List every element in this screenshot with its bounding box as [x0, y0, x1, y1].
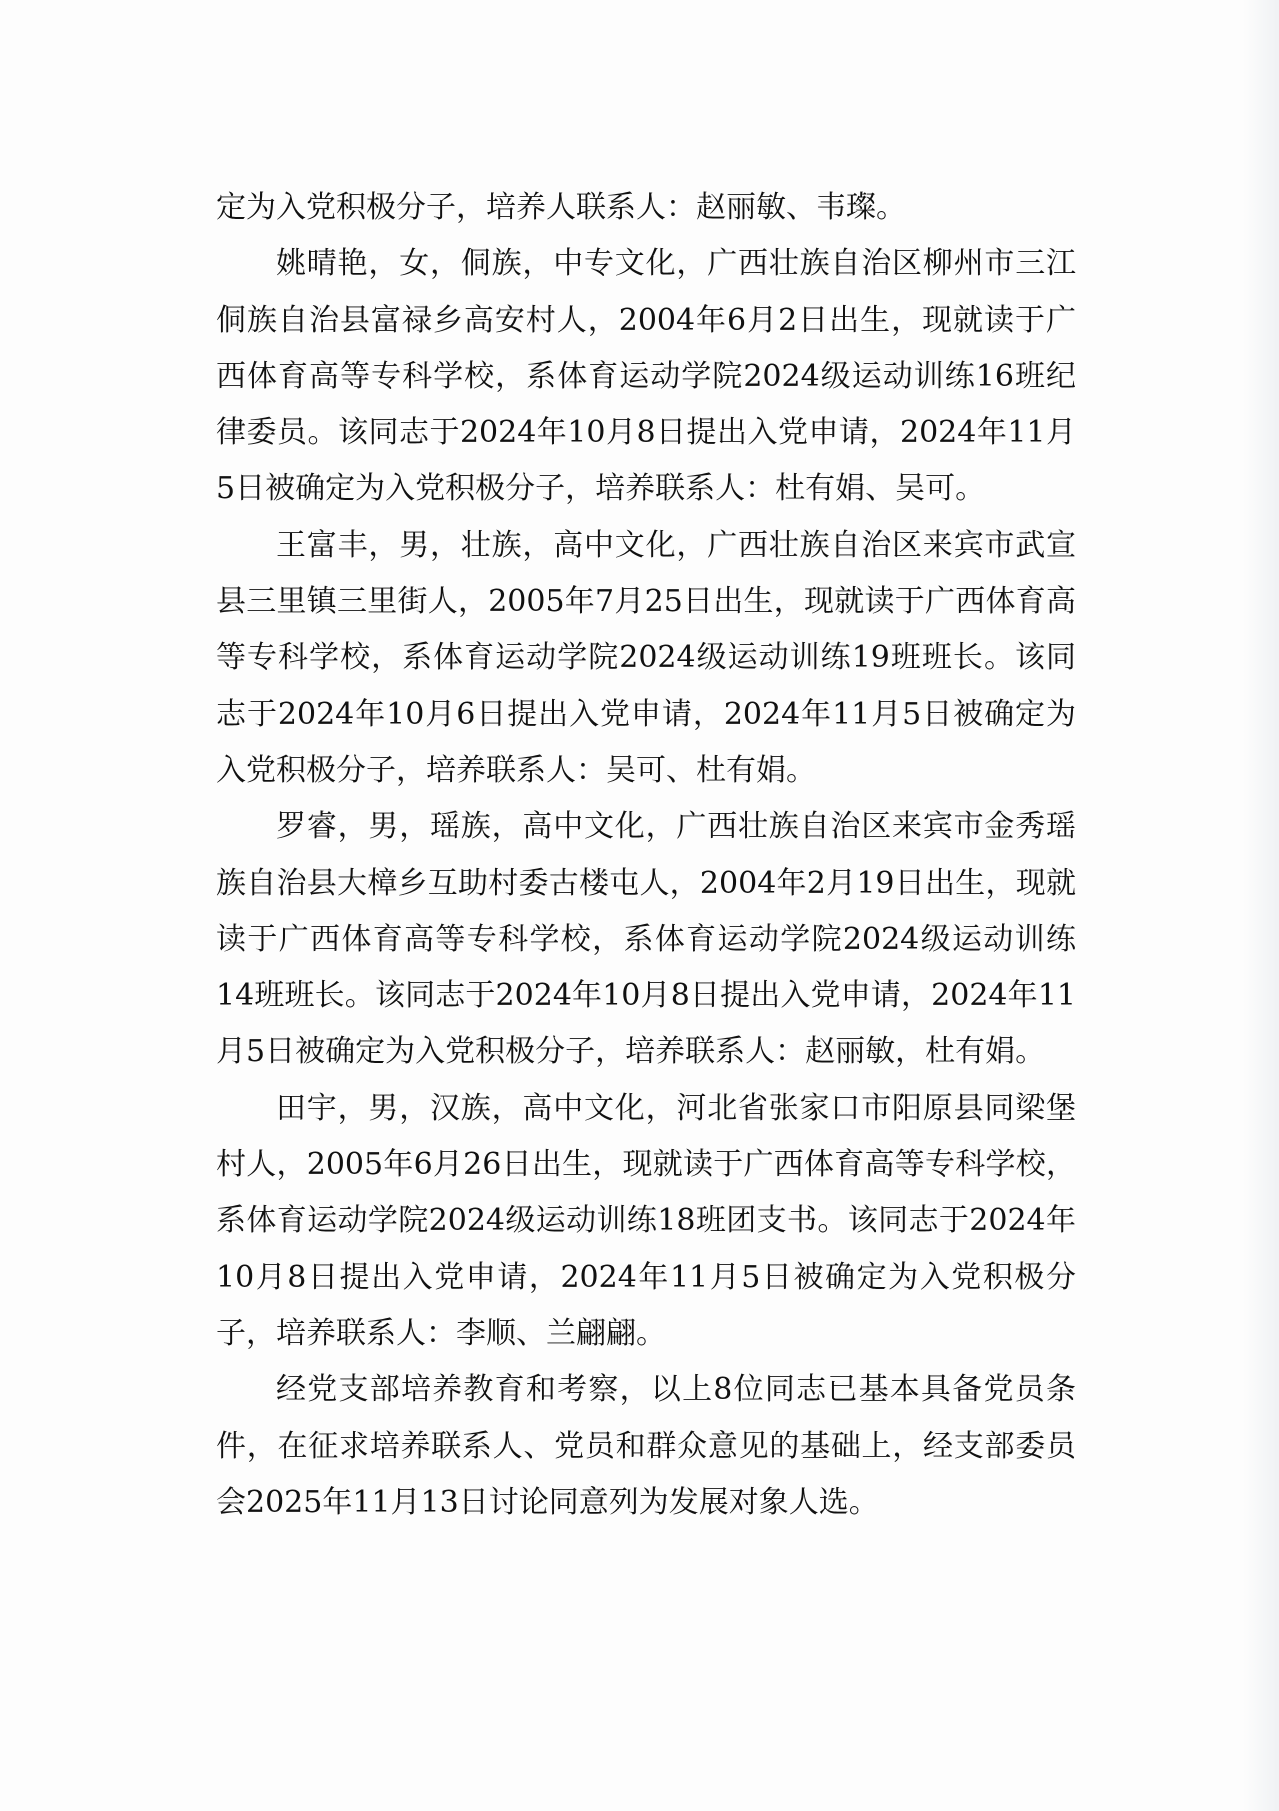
- paragraph-luo-rui: 罗睿，男，瑶族，高中文化，广西壮族自治区来宾市金秀瑶族自治县大樟乡互助村委古楼屯人，2004年2月19日出生，现就读于广西体育高等专科学校，系体育运动学院2024级运动训练14班班长。该同志于2024年10月8日提出入党申请，2024年11月5日被确定为入党积极分子，培养联系人：赵丽敏，杜有娟。: [216, 809, 1076, 1070]
- paragraph-tian-yu: 田宇，男，汉族，高中文化，河北省张家口市阳原县同梁堡村人，2005年6月26日出生，现就读于广西体育高等专科学校，系体育运动学院2024级运动训练18班团支书。该同志于2024年10月8日提出入党申请，2024年11月5日被确定为入党积极分子，培养联系人：李顺、兰翩翩。: [216, 1090, 1076, 1351]
- paragraph-yao-qingyan: 姚晴艳，女，侗族，中专文化，广西壮族自治区柳州市三江侗族自治县富禄乡高安村人，2004年6月2日出生，现就读于广西体育高等专科学校，系体育运动学院2024级运动训练16班纪律委员。该同志于2024年10月8日提出入党申请，2024年11月5日被确定为入党积极分子，培养联系人：杜有娟、吴可。: [216, 246, 1076, 507]
- document-body: [216, 180, 1076, 1531]
- scan-edge-shadow: [1243, 0, 1279, 1811]
- paragraph-conclusion: 经党支部培养教育和考察，以上8位同志已基本具备党员条件，在征求培养联系人、党员和群众意见的基础上，经支部委员会2025年11月13日讨论同意列为发展对象人选。: [216, 1372, 1076, 1520]
- paragraph-continuation: 定为入党积极分子，培养人联系人：赵丽敏、韦璨。: [216, 190, 906, 225]
- paragraph-wang-fufeng: 王富丰，男，壮族，高中文化，广西壮族自治区来宾市武宣县三里镇三里街人，2005年7月25日出生，现就读于广西体育高等专科学校，系体育运动学院2024级运动训练19班班长。该同志于2024年10月6日提出入党申请，2024年11月5日被确定为入党积极分子，培养联系人：吴可、杜有娟。: [216, 527, 1076, 788]
